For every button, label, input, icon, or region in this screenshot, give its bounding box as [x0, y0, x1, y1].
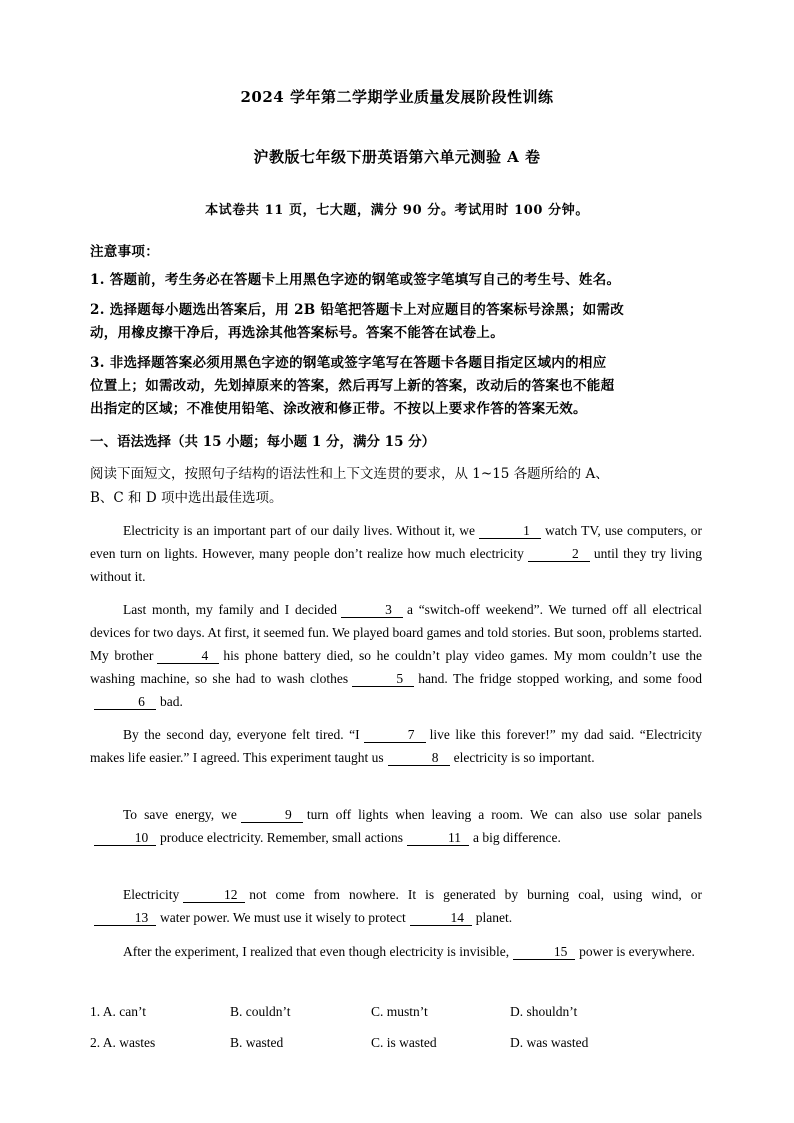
blank-6: 6	[94, 694, 156, 710]
blank-12: 12	[183, 887, 245, 903]
notice-item-2-line-1: 2. 选择题每小题选出答案后，用 2B 铅笔把答题卡上对应题目的答案标号涂黑；如需改	[90, 302, 625, 318]
passage-paragraph-2: Last month, my family and I decided 3 a “switch-off weekend”. We turned off all electrical devices for two days. At first, it seemed fun. We played board games and told stories. But soon, problems started. My brother 4 his phone battery died, so he couldn’t play video games. My mom couldn’t use the washing machine, so she had to wash clothes 5 hand. The fridge stopped working, and some food6 bad.	[90, 602, 702, 709]
exam-subtitle: 沪教版七年级下册英语第六单元测验 A 卷	[253, 148, 541, 166]
blank-14: 14	[410, 910, 472, 926]
section-1-instruction-line-1: 阅读下面短文，按照句子结构的语法性和上下文连贯的要求，从 1~15 各题所给的 A、	[90, 466, 609, 482]
blank-10: 10	[94, 830, 156, 846]
blank-15: 15	[513, 944, 575, 960]
exam-title: 2024 学年第二学期学业质量发展阶段性训练	[240, 88, 554, 106]
option-2-b[interactable]: B. wasted	[230, 1035, 284, 1050]
option-1-d[interactable]: D. shouldn’t	[510, 1004, 578, 1019]
option-1-c[interactable]: C. mustn’t	[371, 1004, 428, 1019]
blank-7: 7	[364, 727, 426, 743]
blank-9: 9	[241, 807, 303, 823]
blank-2: 2	[528, 546, 590, 562]
passage-paragraph-5: Electricity 12 not come from nowhere. It is generated by burning coal, using wind, or13 water power. We must use it wisely to protect 14 planet.	[90, 883, 702, 929]
notice-heading: 注意事项：	[90, 244, 159, 260]
option-2-c[interactable]: C. is wasted	[371, 1035, 437, 1050]
option-2-a[interactable]: 2. A. wastes	[90, 1035, 156, 1050]
section-1-heading: 一、语法选择（共 15 小题；每小题 1 分，满分 15 分）	[90, 434, 436, 450]
blank-4: 4	[157, 648, 219, 664]
notice-item-3-line-3: 出指定的区域；不准使用铅笔、涂改液和修正带。不按以上要求作答的答案无效。	[90, 401, 587, 417]
notice-item-3-line-1: 3. 非选择题答案必须用黑色字迹的钢笔或签字笔写在答题卡各题目指定区域内的相应	[90, 355, 607, 371]
blank-3: 3	[341, 602, 403, 618]
notice-item-2-line-2: 动，用橡皮擦干净后，再选涂其他答案标号。答案不能答在试卷上。	[90, 325, 504, 341]
option-1-b[interactable]: B. couldn’t	[230, 1004, 291, 1019]
blank-5: 5	[352, 671, 414, 687]
passage-paragraph-4: To save energy, we 9 turn off lights when leaving a room. We can also use solar panels10 produce electricity. Remember, small actions 11 a big difference.	[90, 803, 702, 849]
blank-13: 13	[94, 910, 156, 926]
blank-11: 11	[407, 830, 469, 846]
blank-1: 1	[479, 523, 541, 539]
notice-item-3-line-2: 位置上；如需改动，先划掉原来的答案，然后再写上新的答案，改动后的答案也不能超	[90, 378, 615, 394]
passage-paragraph-6: After the experiment, I realized that even though electricity is invisible, 15 power is everywhere.	[123, 944, 695, 959]
notice-item-1: 1. 答题前，考生务必在答题卡上用黑色字迹的钢笔或签字笔填写自己的考生号、姓名。	[90, 272, 621, 288]
section-1-instruction-line-2: B、C 和 D 项中选出最佳选项。	[90, 490, 283, 506]
blank-8: 8	[388, 750, 450, 766]
passage-paragraph-3: By the second day, everyone felt tired. “I 7 live like this forever!” my dad said. “Electricity makes life easier.” I agreed. This experiment taught us 8 electricity is so important.	[90, 727, 702, 765]
passage-paragraph-1: Electricity is an important part of our daily lives. Without it, we 1 watch TV, use computers, or even turn on lights. However, many people don’t realize how much electricity 2 until they try living without it.	[90, 523, 702, 584]
exam-info: 本试卷共 11 页，七大题，满分 90 分。考试用时 100 分钟。	[205, 203, 589, 218]
option-1-a[interactable]: 1. A. can’t	[90, 1004, 146, 1019]
option-2-d[interactable]: D. was wasted	[510, 1035, 589, 1050]
